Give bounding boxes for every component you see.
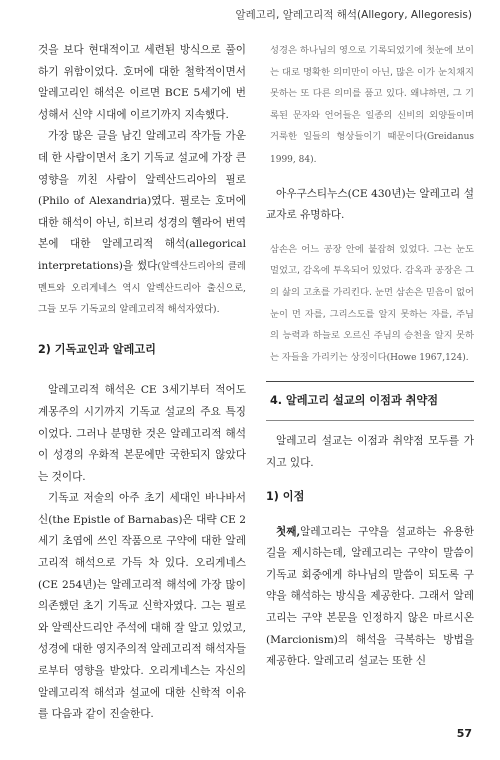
block-quote — [266, 239, 474, 370]
quote-text: 삼손은 어느 공장 안에 붙잡혀 있었다. 그는 눈도 멀었고, 감옥에 투옥되어 있었다. 감옥과 공장은 그의 삶의 고초를 가리킨다. 눈먼 삼손은 믿음이 없어 눈이 먼 자를, 그리스도를 알지 못하는 자를, 주님의 능력과 하늘로 오르신 주님의 승천을 알지 못하는 자들을 가리키는 상징이다 — [270, 243, 474, 363]
right-column — [266, 40, 474, 673]
paragraph-text: 가장 많은 글을 남긴 알레고리 작가들 가운데 한 사람이면서 초기 기독교 설교에 가장 큰 영향을 끼친 사람이 알렉산드리아의 필로(Philo of Alexandria)였다. 필로는 호머에 대한 해석이 아닌, 히브리 성경의 헬라어 번역본에 대한 알레고리적 해석(allegorical interpretations)을 썼다 — [38, 130, 246, 272]
subsection-heading: 1) 이점 — [266, 490, 305, 504]
paragraph: 기독교 저술의 아주 초기 세대인 바나바서신(the Epistle of Barnabas)은 대략 CE 2세기 초엽에 쓰인 작품으로 구약에 대한 알레고리적 해석으로 가득 차 있다. 오리게네스(CE 254년)는 알레고리적 해석에 가장 많이 의존했던 초기 기독교 신학자였다. 그는 필로와 알렉산드리안 주석에 대해 잘 알고 있었고, 성경에 대한 영지주의적 알레고리적 해석자들로부터 영향을 받았다. 오리게네스는 자신의 알레고리적 해석과 설교에 대한 신학적 이유를 다음과 같이 진술한다. — [38, 492, 246, 721]
paragraph: 알레고리 설교는 이점과 취약점 모두를 가지고 있다. — [266, 434, 474, 469]
page-number: 57 — [456, 727, 472, 740]
section-heading: 4. 알레고리 설교의 이점과 취약점 — [270, 394, 439, 408]
citation: (Greidanus 1999, 84). — [270, 132, 474, 165]
quote-text: 성경은 하나님의 영으로 기록되었기에 첫눈에 보이는 대로 명확한 의미만이 아닌, 많은 이가 눈치채지 못하는 또 다른 의미를 품고 있다. 왜냐하면, 그 기록된 문자와 언어들은 일종의 신비의 외양들이며 거룩한 일들의 형상들이기 때문이다 — [270, 45, 474, 143]
citation: (Howe 1967,124). — [386, 352, 469, 363]
left-column — [38, 40, 246, 726]
paragraph — [266, 522, 474, 673]
paragraph: 알레고리적 해석은 CE 3세기부터 적어도 계몽주의 시기까지 기독교 설교의 주요 특징이었다. 그러나 분명한 것은 알레고리적 해석이 성경의 우화적 본문에만 국한되지 않았다는 것이다. — [38, 384, 246, 483]
paragraph-note: (알렉산드리아의 클레멘트와 오리게네스 역시 알렉산드리아 출신으로, 그들 모두 기독교의 알레고리적 해석자였다). — [38, 260, 246, 316]
lead-word: 첫째, — [276, 525, 301, 538]
paragraph — [38, 126, 246, 320]
block-quote — [266, 40, 474, 172]
section-heading: 2) 기독교인과 알레고리 — [38, 342, 156, 356]
paragraph: 아우구스티누스(CE 430년)는 알레고리 설교자로 유명하다. — [266, 187, 474, 222]
paragraph: 것을 보다 현대적이고 세련된 방식으로 풀이하기 위함이었다. 호머에 대한 철학적이면서 알레고리인 해석은 이르면 BCE 5세기에 번성해서 신약 시대에 이르기까지 지속했다. — [38, 44, 246, 121]
running-head: 알레고리, 알레고리적 해석(Allegory, Allegoresis) — [235, 9, 472, 21]
paragraph-text: 알레고리는 구약을 설교하는 유용한 길을 제시하는데, 알레고리는 구약이 말씀이 기독교 회중에게 하나님의 말씀이 되도록 구약을 해석하는 방식을 제공한다. 그래서 알레고리는 구약 본문을 인정하지 않은 마르시온(Marcionism)의 해석을 극복하는 방법을 제공한다. 알레고리 설교는 또한 신 — [266, 525, 474, 668]
section-heading-box — [266, 381, 474, 421]
